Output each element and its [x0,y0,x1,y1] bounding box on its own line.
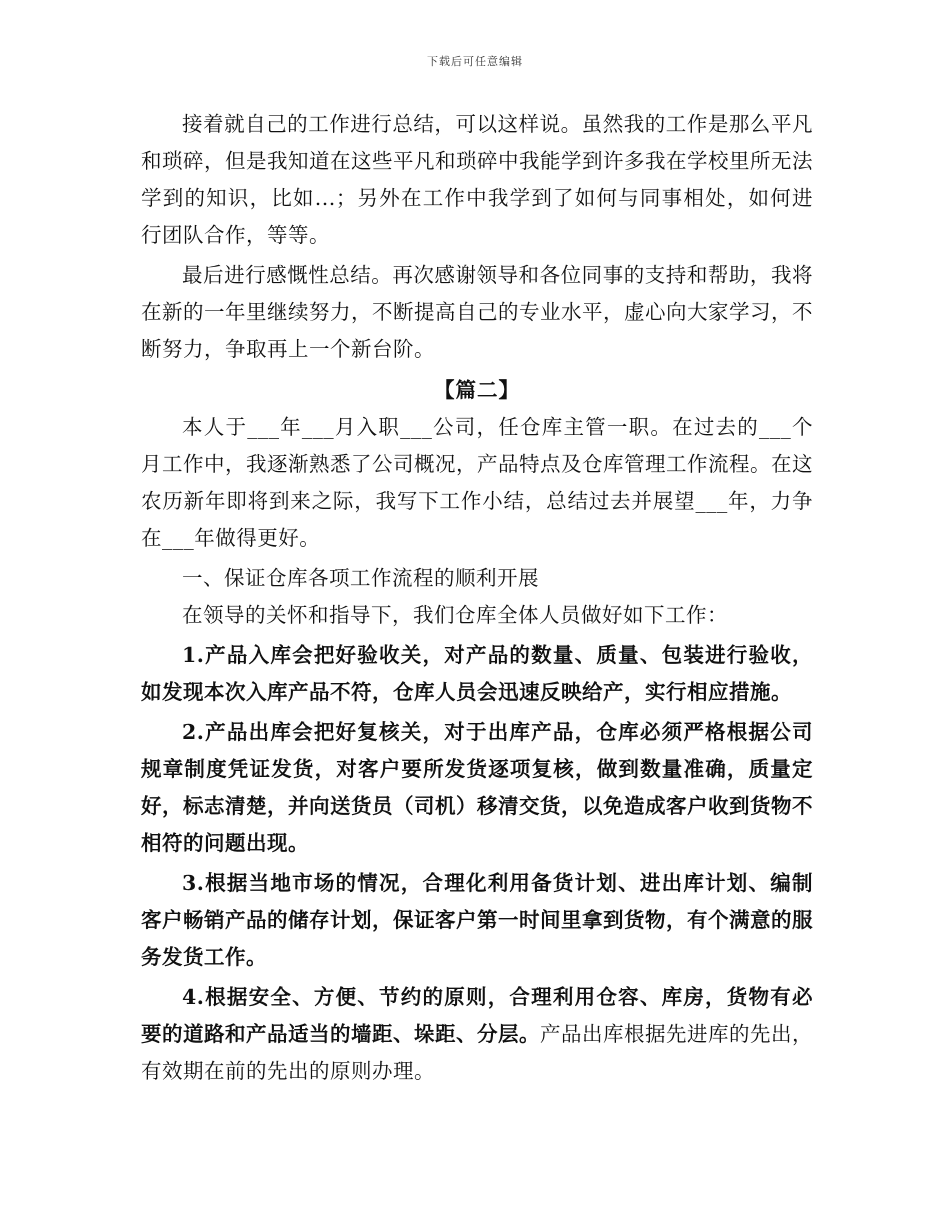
list-item-inbound: 1.产品入库会把好验收关，对产品的数量、质量、包装进行验收，如发现本次入库产品不符，仓库人员会迅速反映给产，实行相应措施。 [141,643,813,704]
list-item-planning: 3.根据当地市场的情况，合理化利用备货计划、进出库计划、编制客户畅销产品的储存计划，保证客户第一时间里拿到货物，有个满意的服务发货工作。 [141,871,813,969]
page-header: 下载后可任意编辑 [427,55,523,68]
heading-workflow: 一、保证仓库各项工作流程的顺利开展 [182,566,539,590]
list-item-storage-normal: 产品出库根据先进库的先出，有效期在前的先出的原则办理。 [141,1022,813,1083]
paragraph-closing-summary: 最后进行感慨性总结。再次感谢领导和各位同事的支持和帮助，我将在新的一年里继续努力，不断提高自己的专业水平，虚心向大家学习，不断努力，争取再上一个新台阶。 [141,263,813,361]
document-body [141,106,813,1090]
list-item-storage-bold: 4.根据安全、方便、节约的原则，合理利用仓容、库房，货物有必要的道路和产品适当的墙距、垛距、分层。 [141,985,813,1046]
section-title: 【篇二】 [434,378,520,402]
list-item-storage [141,979,813,1090]
paragraph-leadership: 在领导的关怀和指导下，我们仓库全体人员做好如下工作： [182,603,728,627]
list-item-outbound: 2.产品出库会把好复核关，对于出库产品，仓库必须严格根据公司规章制度凭证发货，对客户要所发货逐项复核，做到数量准确，质量定好，标志清楚，并向送货员（司机）移清交货，以免造成客户收到货物不相符的问题出现。 [141,720,813,855]
paragraph-intro: 本人于___年___月入职___公司，任仓库主管一职。在过去的___个月工作中，我逐渐熟悉了公司概况，产品特点及仓库管理工作流程。在这农历新年即将到来之际，我写下工作小结，总结过去并展望___年，力争在___年做得更好。 [141,415,813,550]
paragraph-work-summary: 接着就自己的工作进行总结，可以这样说。虽然我的工作是那么平凡和琐碎，但是我知道在这些平凡和琐碎中我能学到许多我在学校里所无法学到的知识，比如...；另外在工作中我学到了如何与同事相处，如何进行团队合作，等等。 [141,112,813,247]
